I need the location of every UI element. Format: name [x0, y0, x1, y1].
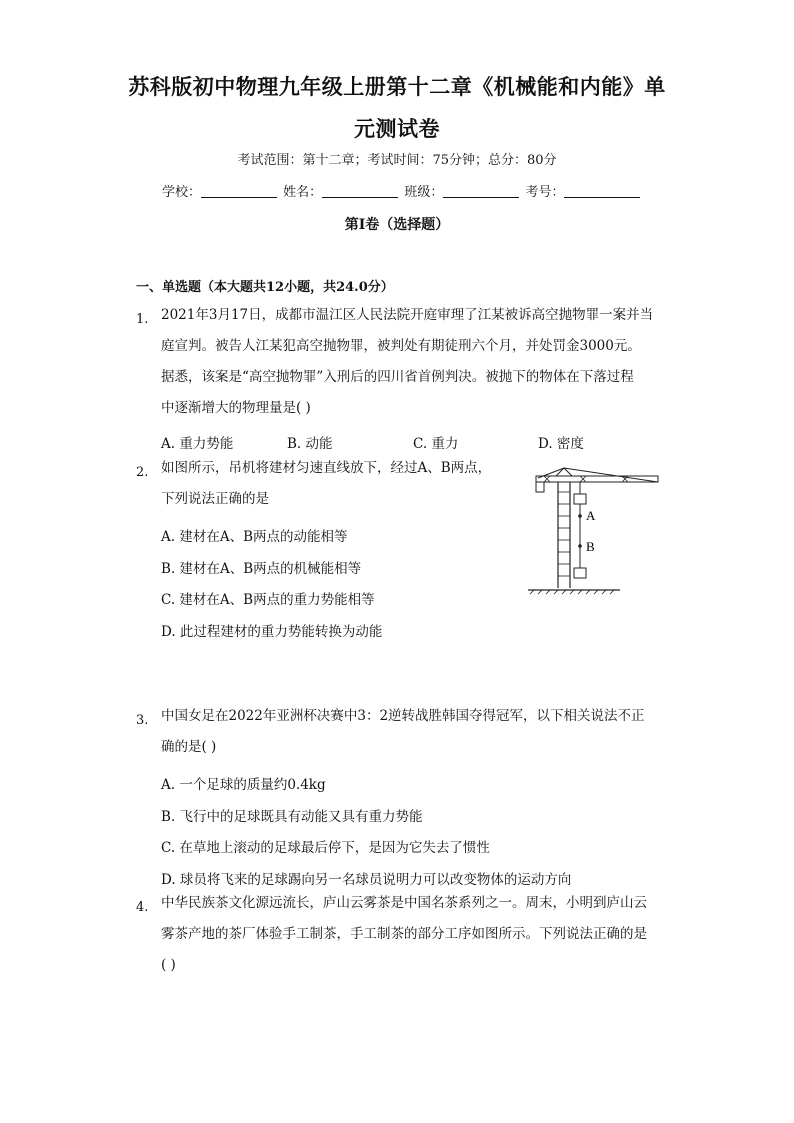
question-line: ( ) — [161, 957, 176, 973]
question-line: 庭宣判。被告人江某犯高空抛物罪，被判处有期徒刑六个月，并处罚金3000元。 — [161, 338, 641, 354]
option-c[interactable]: C. 建材在A、B两点的重力势能相等 — [161, 592, 375, 608]
option-c[interactable]: C. 在草地上滚动的足球最后停下，是因为它失去了惯性 — [161, 840, 490, 856]
question-3-stem — [161, 701, 681, 763]
question-line: 下列说法正确的是 — [161, 491, 269, 507]
question-4-number: 4. — [136, 900, 149, 915]
crane-figure — [524, 464, 664, 604]
option-b[interactable]: B. 飞行中的足球既具有动能又具有重力势能 — [161, 809, 423, 825]
part-heading: 第I卷（选择题） — [344, 217, 450, 233]
question-line: 如图所示，吊机将建材匀速直线放下，经过A、B两点， — [161, 460, 492, 476]
field-name-label: 姓名： — [283, 185, 323, 200]
question-line: 据悉，该案是“高空抛物罪”入刑后的四川省首例判决。被抛下的物体在下落过程 — [161, 369, 634, 385]
title-line-1: 苏科版初中物理九年级上册第十二章《机械能和内能》单 — [128, 74, 666, 99]
question-line: 2021年3月17日，成都市温江区人民法院开庭审理了江某被诉高空抛物罪一案并当 — [161, 307, 654, 323]
question-line: 中国女足在2022年亚洲杯决赛中3：2逆转战胜韩国夺得冠军，以下相关说法不正 — [161, 708, 645, 724]
option-d[interactable]: D. 此过程建材的重力势能转换为动能 — [161, 624, 383, 640]
student-fields — [162, 181, 642, 200]
option-a[interactable]: A. 一个足球的质量约0.4kg — [161, 777, 326, 793]
field-number-blank[interactable] — [564, 183, 640, 198]
field-name-blank[interactable] — [322, 183, 398, 198]
question-1-number: 1. — [136, 312, 149, 327]
field-class-label: 班级： — [404, 185, 444, 200]
question-2-number: 2. — [136, 465, 149, 480]
option-b[interactable]: B. 建材在A、B两点的机械能相等 — [161, 561, 362, 577]
option-b[interactable]: B. 动能 — [287, 436, 333, 452]
option-c[interactable]: C. 重力 — [413, 436, 459, 452]
section-heading: 一、单选题（本大题共12小题，共24.0分） — [136, 280, 394, 295]
question-line: 中逐渐增大的物理量是( ) — [161, 400, 311, 416]
option-a[interactable]: A. 建材在A、B两点的动能相等 — [161, 529, 348, 545]
option-d[interactable]: D. 球员将飞来的足球踢向另一名球员说明力可以改变物体的运动方向 — [161, 872, 572, 888]
field-school-label: 学校： — [162, 185, 202, 200]
field-school-blank[interactable] — [201, 183, 277, 198]
question-2-stem — [161, 453, 521, 515]
exam-info: 考试范围：第十二章；考试时间：75分钟；总分：80分 — [237, 153, 557, 168]
crane-diagram — [524, 464, 664, 600]
point-a-label: A — [586, 508, 596, 523]
question-line: 中华民族茶文化源远流长，庐山云雾茶是中国名茶系列之一。周末，小明到庐山云 — [161, 895, 647, 911]
paper-title — [110, 66, 684, 150]
question-4-stem — [161, 888, 681, 981]
option-a[interactable]: A. 重力势能 — [161, 436, 234, 452]
field-class-blank[interactable] — [443, 183, 519, 198]
question-line: 雾茶产地的茶厂体验手工制茶，手工制茶的部分工序如图所示。下列说法正确的是 — [161, 926, 647, 942]
field-number-label: 考号： — [525, 185, 565, 200]
option-d[interactable]: D. 密度 — [538, 436, 584, 452]
point-b-label: B — [586, 539, 595, 554]
question-line: 确的是( ) — [161, 739, 217, 755]
title-line-2: 元测试卷 — [354, 116, 440, 141]
question-3-number: 3. — [136, 713, 149, 728]
question-1-stem — [161, 300, 681, 424]
